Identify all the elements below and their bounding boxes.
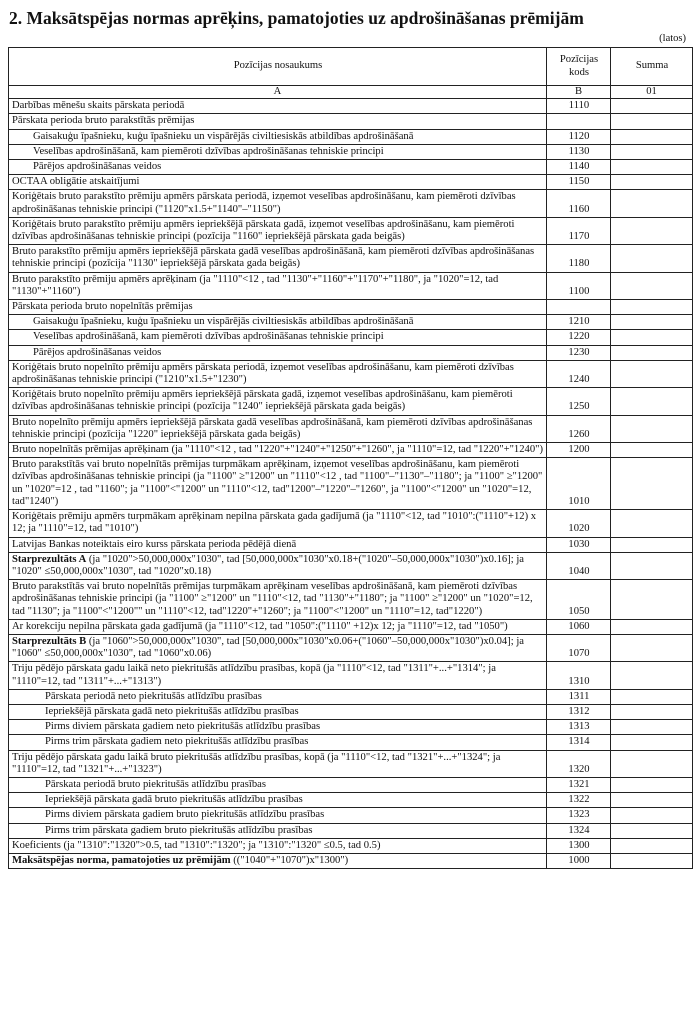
sum-cell[interactable] xyxy=(611,793,693,808)
sum-cell[interactable] xyxy=(611,388,693,415)
position-code-cell: 1100 xyxy=(547,272,611,299)
sum-cell[interactable] xyxy=(611,458,693,510)
position-name-text: OCTAA obligātie atskaitījumi xyxy=(12,176,140,188)
position-name-cell xyxy=(9,777,547,792)
position-code-cell: 1324 xyxy=(547,823,611,838)
position-name-cell xyxy=(9,144,547,159)
position-name-cell xyxy=(9,217,547,244)
header-column-number-01: 01 xyxy=(611,86,693,99)
position-code-cell: 1130 xyxy=(547,144,611,159)
table-row xyxy=(9,619,693,634)
table-row xyxy=(9,129,693,144)
sum-cell[interactable] xyxy=(611,580,693,620)
position-code-cell: 1160 xyxy=(547,190,611,217)
sum-cell[interactable] xyxy=(611,160,693,175)
position-name-text: Koriģētais bruto nopelnīto prēmiju apmērs iepriekšējā pārskata gadā, izņemot veselības apdrošināšanu, kam piemēroti dzīvības apdrošināšanas tehniskie principi (pozīcija "1240" iepriekšējā pārskata gada beigās) xyxy=(12,389,513,413)
position-name-cell xyxy=(9,808,547,823)
position-name-cell xyxy=(9,793,547,808)
table-row xyxy=(9,735,693,750)
position-code-cell: 1240 xyxy=(547,360,611,387)
sum-cell[interactable] xyxy=(611,190,693,217)
position-name-cell xyxy=(9,114,547,129)
position-name-cell xyxy=(9,190,547,217)
position-name-cell xyxy=(9,388,547,415)
position-name-text: Triju pēdējo pārskata gadu laikā neto piekritušās atlīdzību prasības, kopā (ja "1110"<12, tad "1311"+...+"1314"; ja "1110"=12, tad "1311"+...+"1313") xyxy=(12,663,496,687)
position-code-cell: 1020 xyxy=(547,510,611,537)
position-code-cell: 1200 xyxy=(547,443,611,458)
position-name-text: Pārējos apdrošināšanas veidos xyxy=(33,346,162,358)
position-name-text: Veselības apdrošināšanā, kam piemēroti dzīvības apdrošināšanas tehniskie principi xyxy=(33,145,384,157)
table-row xyxy=(9,720,693,735)
table-row xyxy=(9,662,693,689)
table-row xyxy=(9,510,693,537)
sum-cell[interactable] xyxy=(611,217,693,244)
position-name-cell xyxy=(9,634,547,661)
position-code-cell: 1300 xyxy=(547,838,611,853)
position-name-text: Iepriekšējā pārskata gadā bruto piekritušās atlīdzību prasības xyxy=(45,794,303,806)
position-name-text: Darbības mēnešu skaits pārskata periodā xyxy=(12,100,185,112)
table-row xyxy=(9,853,693,868)
position-name-cell xyxy=(9,443,547,458)
position-name-text: Pārskata periodā neto piekritušās atlīdzību prasības xyxy=(45,690,262,702)
position-name-cell xyxy=(9,838,547,853)
position-name-text: Bruto nopelnīto prēmiju apmērs iepriekšējā pārskata gadā veselības apdrošināšanā, kam piemēroti dzīvības apdrošināšanas tehniskie principi (pozīcija "1220" iepriekšējā pārskata gada beigās) xyxy=(12,416,533,440)
position-name-text: Gaisakuģu īpašnieku, kuģu īpašnieku un vispārējās civiltiesiskās atbildības apdrošināšanā xyxy=(33,130,414,142)
position-code-cell: 1070 xyxy=(547,634,611,661)
position-name-cell xyxy=(9,99,547,114)
position-name-cell xyxy=(9,619,547,634)
table-row xyxy=(9,217,693,244)
position-name-text: Bruto parakstītās vai bruto nopelnītās prēmijas turpmākam aprēķinam, izņemot veselības apdrošināšanu, kam piemēroti dzīvības apdrošināšanas tehniskie principi (ja "1100" ≥"1200" un "1110"<12 , tad "1100"–"1130"–"1180"; ja "1100" ≥"1200" un "1020"=12 , tad "1160"; ja "1100"<"1200" un "1110"<12, tad"1200"–"1220"–"1260", ja "1100"<"1200" un "1020"=12, tad"1240") xyxy=(12,459,543,507)
sum-cell[interactable] xyxy=(611,345,693,360)
position-name-text: Latvijas Bankas noteiktais eiro kurss pārskata perioda pēdējā dienā xyxy=(12,538,297,550)
sum-cell[interactable] xyxy=(611,175,693,190)
position-name-cell xyxy=(9,689,547,704)
table-row xyxy=(9,345,693,360)
position-name-cell xyxy=(9,360,547,387)
sum-cell[interactable] xyxy=(611,838,693,853)
sum-cell[interactable] xyxy=(611,99,693,114)
header-sum: Summa xyxy=(611,48,693,86)
table-row xyxy=(9,99,693,114)
position-name-text: Bruto parakstītās vai bruto nopelnītās prēmijas turpmākam aprēķinam veselības apdrošināšanā, kam piemēroti dzīvības apdrošināšanas tehniskie principi (ja "1100" ≥"1200" un "1110"<12, tad "1130"+"1180"; ja "1100" ≥"1200" un "1020"=12, tad "1130"; ja "1100"<"1200"" un "1110"<12, tad"1220"+"1260"; ja "1100"<"1200" un "1110"=12, tad"1220") xyxy=(12,581,533,617)
sum-cell[interactable] xyxy=(611,510,693,537)
position-name-cell xyxy=(9,300,547,315)
position-code-cell: 1320 xyxy=(547,750,611,777)
position-code-cell: 1321 xyxy=(547,777,611,792)
sum-cell[interactable] xyxy=(611,443,693,458)
position-name-text: Pārējos apdrošināšanas veidos xyxy=(33,161,162,173)
sum-cell[interactable] xyxy=(611,823,693,838)
position-name-cell xyxy=(9,662,547,689)
position-name-text: Bruto parakstīto prēmiju apmērs iepriekšējā pārskata gadā veselības apdrošināšanā, kam piemēroti dzīvības apdrošināšanas tehniskie principi (pozīcija "1130" iepriekšējā pārskata gada beigās) xyxy=(12,246,535,270)
position-code-cell: 1322 xyxy=(547,793,611,808)
sum-cell[interactable] xyxy=(611,300,693,315)
position-name-text: (("1040"+"1070")x"1300") xyxy=(230,854,349,866)
position-code-cell: 1311 xyxy=(547,689,611,704)
table-row xyxy=(9,458,693,510)
position-name-text: Bruto parakstīto prēmiju apmērs aprēķinam (ja "1110"<12 , tad "1130"+"1160"+"1170"+"1180", ja "1020"=12, tad "1130"+"1160") xyxy=(12,273,499,297)
table-row xyxy=(9,245,693,272)
sum-cell[interactable] xyxy=(611,114,693,129)
sum-cell[interactable] xyxy=(611,415,693,442)
table-row xyxy=(9,750,693,777)
table-row xyxy=(9,580,693,620)
position-name-cell xyxy=(9,537,547,552)
table-row xyxy=(9,388,693,415)
position-name-cell xyxy=(9,704,547,719)
position-code-cell: 1170 xyxy=(547,217,611,244)
table-row xyxy=(9,793,693,808)
sum-cell[interactable] xyxy=(611,129,693,144)
table-row xyxy=(9,777,693,792)
position-code-cell: 1220 xyxy=(547,330,611,345)
sum-cell[interactable] xyxy=(611,720,693,735)
position-name-cell xyxy=(9,458,547,510)
position-name-text: Pirms trim pārskata gadiem neto piekritušās atlīdzību prasības xyxy=(45,736,309,748)
table-row xyxy=(9,272,693,299)
table-row xyxy=(9,704,693,719)
position-name-cell xyxy=(9,175,547,190)
table-row xyxy=(9,300,693,315)
position-name-text: Iepriekšējā pārskata gadā neto piekritušās atlīdzību prasības xyxy=(45,705,299,717)
position-code-cell xyxy=(547,300,611,315)
position-name-cell xyxy=(9,853,547,868)
position-name-cell xyxy=(9,272,547,299)
sum-cell[interactable] xyxy=(611,619,693,634)
position-code-cell xyxy=(547,114,611,129)
sum-cell[interactable] xyxy=(611,330,693,345)
position-name-text: Koriģētais bruto parakstīto prēmiju apmērs iepriekšējā pārskata gadā, izņemot veselības apdrošināšanu, kam piemēroti dzīvības apdrošināšanas tehniskie principi (pozīcija "1160" iepriekšējā pārskata gada beigās) xyxy=(12,218,515,243)
header-position-code: Pozīcijas kods xyxy=(547,48,611,86)
position-code-cell: 1060 xyxy=(547,619,611,634)
sum-cell[interactable] xyxy=(611,853,693,868)
position-name-text: Pirms diviem pārskata gadiem bruto piekritušās atlīdzību prasības xyxy=(45,809,325,821)
position-code-cell: 1140 xyxy=(547,160,611,175)
sum-cell[interactable] xyxy=(611,315,693,330)
sum-cell[interactable] xyxy=(611,662,693,689)
position-name-cell xyxy=(9,720,547,735)
sum-cell[interactable] xyxy=(611,689,693,704)
solvency-table xyxy=(8,47,693,869)
table-row xyxy=(9,823,693,838)
position-name-bold-prefix: Starprezultāts A xyxy=(12,553,87,565)
section-title: 2. Maksātspējas normas aprēķins, pamatojoties uz apdrošināšanas prēmijām xyxy=(9,8,584,28)
table-row xyxy=(9,552,693,579)
position-code-cell: 1180 xyxy=(547,245,611,272)
sum-cell[interactable] xyxy=(611,272,693,299)
sum-cell[interactable] xyxy=(611,245,693,272)
sum-cell[interactable] xyxy=(611,735,693,750)
position-name-cell xyxy=(9,823,547,838)
position-name-cell xyxy=(9,415,547,442)
position-name-cell xyxy=(9,245,547,272)
position-name-cell xyxy=(9,750,547,777)
position-name-text: Pārskata perioda bruto nopelnītās prēmijas xyxy=(12,301,193,313)
position-code-cell: 1323 xyxy=(547,808,611,823)
position-code-cell: 1010 xyxy=(547,458,611,510)
position-name-text: Pārskata perioda bruto parakstītās prēmijas xyxy=(12,115,195,127)
sum-cell[interactable] xyxy=(611,750,693,777)
position-name-text: Gaisakuģu īpašnieku, kuģu īpašnieku un vispārējās civiltiesiskās atbildības apdrošināšanā xyxy=(33,316,414,328)
sum-cell[interactable] xyxy=(611,537,693,552)
sum-cell[interactable] xyxy=(611,360,693,387)
table-row xyxy=(9,689,693,704)
table-row xyxy=(9,360,693,387)
sum-cell[interactable] xyxy=(611,808,693,823)
position-name-cell xyxy=(9,345,547,360)
table-row xyxy=(9,114,693,129)
position-name-cell xyxy=(9,552,547,579)
position-code-cell: 1120 xyxy=(547,129,611,144)
sum-cell[interactable] xyxy=(611,777,693,792)
position-name-cell xyxy=(9,160,547,175)
table-row xyxy=(9,160,693,175)
position-code-cell: 1313 xyxy=(547,720,611,735)
position-code-cell: 1312 xyxy=(547,704,611,719)
position-name-text: Veselības apdrošināšanā, kam piemēroti dzīvības apdrošināšanas tehniskie principi xyxy=(33,331,384,343)
table-row xyxy=(9,808,693,823)
position-code-cell: 1050 xyxy=(547,580,611,620)
position-code-cell: 1310 xyxy=(547,662,611,689)
position-name-text: Koriģētais bruto nopelnīto prēmiju apmērs pārskata periodā, izņemot veselības apdrošināšanu, kam piemēroti dzīvības apdrošināšanas tehniskie principi ("1210"x1.5+"1230") xyxy=(12,361,514,386)
position-name-cell xyxy=(9,510,547,537)
position-name-text: Koriģētais bruto parakstīto prēmiju apmērs pārskata periodā, izņemot veselības apdrošināšanu, kam piemēroti dzīvības apdrošināšanas tehniskie principi ("1120"x1.5+"1140"–"1150") xyxy=(12,191,516,215)
table-row xyxy=(9,175,693,190)
position-name-text: (ja "1020">50,000,000x"1030", tad [50,000,000x"1030"x0.18+("1020"–50,000,000x"1030")x0.16]; ja "1020" ≤50,000,000x"1030", tad "1020"x0.18) xyxy=(12,553,524,577)
position-name-text: Pirms trim pārskata gadiem bruto piekritušās atlīdzību prasības xyxy=(45,824,313,836)
table-row xyxy=(9,634,693,661)
table-row xyxy=(9,537,693,552)
table-row xyxy=(9,415,693,442)
position-code-cell: 1210 xyxy=(547,315,611,330)
sum-cell[interactable] xyxy=(611,552,693,579)
sum-cell[interactable] xyxy=(611,704,693,719)
header-position-name: Pozīcijas nosaukums xyxy=(9,48,547,86)
header-column-letter-b: B xyxy=(547,86,611,99)
position-name-bold-prefix: Maksātspējas norma, pamatojoties uz prēmijām xyxy=(12,854,231,866)
position-name-text: Pārskata periodā bruto piekritušās atlīdzību prasības xyxy=(45,778,266,790)
position-code-cell: 1260 xyxy=(547,415,611,442)
position-name-text: Triju pēdējo pārskata gadu laikā bruto piekritušās atlīdzību prasības, kopā (ja "1110"<12, tad "1321"+...+"1324"; ja "1110"=12, tad "1321"+...+"1323") xyxy=(12,751,501,775)
position-code-cell: 1000 xyxy=(547,853,611,868)
position-name-text: Koriģētais prēmiju apmērs turpmākam aprēķinam nepilna pārskata gada gadījumā (ja "1110"<12, tad "1010":("1110"+12) x 12; ja "1110"=12, tad "1010") xyxy=(12,511,537,535)
position-code-cell: 1150 xyxy=(547,175,611,190)
table-row xyxy=(9,330,693,345)
sum-cell[interactable] xyxy=(611,144,693,159)
sum-cell[interactable] xyxy=(611,634,693,661)
position-name-text: Bruto nopelnītās prēmijas aprēķinam (ja "1110"<12 , tad "1220"+"1240"+"1250"+"1260", ja "1110"=12, tad "1220"+"1240") xyxy=(12,444,543,456)
position-name-text: Ar korekciju nepilna pārskata gada gadījumā (ja "1110"<12, tad "1050":("1110" +12)x 12; ja "1110"=12, tad "1050") xyxy=(12,620,508,632)
position-name-cell xyxy=(9,735,547,750)
currency-unit-label: (latos) xyxy=(659,33,686,44)
position-name-cell xyxy=(9,129,547,144)
table-row xyxy=(9,190,693,217)
position-name-text: Pirms diviem pārskata gadiem neto piekritušās atlīdzību prasības xyxy=(45,721,321,733)
position-name-cell xyxy=(9,315,547,330)
table-row xyxy=(9,315,693,330)
position-name-cell xyxy=(9,580,547,620)
position-name-bold-prefix: Starprezultāts B xyxy=(12,635,87,647)
table-body xyxy=(9,99,693,869)
position-code-cell: 1030 xyxy=(547,537,611,552)
position-name-text: Koeficients (ja "1310":"1320">0.5, tad "1310":"1320"; ja "1310":"1320" ≤0.5, tad 0.5) xyxy=(12,839,381,851)
header-column-letter-a: A xyxy=(9,86,547,99)
position-code-cell: 1314 xyxy=(547,735,611,750)
position-name-text: (ja "1060">50,000,000x"1030", tad [50,000,000x"1030"x0.06+("1060"–50,000,000x"1030")x0.04]; ja "1060" ≤50,000,000x"1030", tad "1060"x0.06) xyxy=(12,635,524,660)
table-row xyxy=(9,838,693,853)
table-row xyxy=(9,443,693,458)
position-code-cell: 1230 xyxy=(547,345,611,360)
position-code-cell: 1110 xyxy=(547,99,611,114)
position-code-cell: 1250 xyxy=(547,388,611,415)
position-code-cell: 1040 xyxy=(547,552,611,579)
position-name-cell xyxy=(9,330,547,345)
table-row xyxy=(9,144,693,159)
